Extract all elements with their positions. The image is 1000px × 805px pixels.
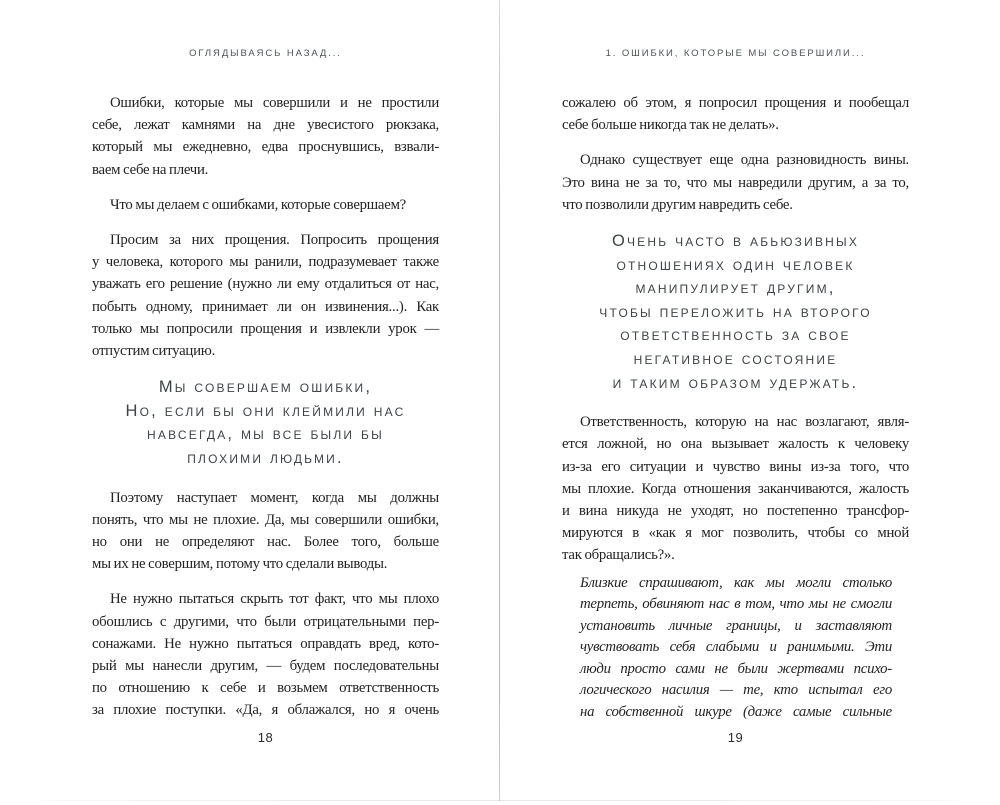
text-line: за плохие поступки. «Да, я облажался, но я очень (92, 702, 439, 719)
text-line: чтобы переложить на второго (599, 302, 872, 321)
paragraph (92, 194, 439, 216)
pull-quote (562, 230, 909, 395)
text-line: Что мы делаем с ошибками, которые совершаем? (110, 196, 406, 213)
text-line: уважать его решение (нужно ли ему отдалиться от нас, (92, 276, 439, 293)
paragraph (92, 229, 439, 362)
text-line: на собственной шкуре (даже самые сильные (580, 703, 892, 720)
text-line: и таким образом удержать. (612, 373, 859, 392)
text-line: навсегда, мы все были бы (147, 425, 384, 444)
text-line: сонажами. Не нужно пытаться оправдать вред, кото- (92, 635, 439, 652)
text-line: себе, лежат камнями на дне увесистого рюкзака, (92, 117, 439, 134)
text-line: манипулирует другим, (635, 279, 836, 298)
text-line: негативное состояние (633, 349, 838, 368)
paragraph (92, 588, 439, 721)
text-line: отношениях один человек (616, 255, 855, 274)
text-line: установить личные границы, и заставляют (580, 617, 892, 634)
text-line: что позволили другим навредить себе. (562, 196, 793, 213)
text-line: Но, если бы они клеймили нас (125, 401, 406, 420)
page-gutter-line (499, 0, 500, 801)
page-number-right: 19 (727, 730, 744, 745)
text-line: у человека, которого мы ранили, подразумевает также (92, 254, 439, 271)
text-line: себе больше никогда так не делать». (562, 117, 779, 134)
paragraph (562, 149, 909, 216)
text-line: Очень часто в абьюзивных (611, 232, 860, 251)
text-line: рый мы нанесли другим, — будем последовательны (92, 658, 439, 675)
text-line: Это вина не за то, что мы навредили другим, а за то, (562, 174, 909, 191)
text-line: ответственность за свое (620, 326, 851, 345)
text-line: отпустим ситуацию. (92, 343, 216, 360)
italic-quote-paragraph (580, 573, 892, 724)
page-left (92, 0, 439, 805)
running-header-right: 1. ОШИБКИ, КОТОРЫЕ МЫ СОВЕРШИЛИ... (605, 48, 866, 59)
text-line: Однако существует еще одна разновидность вины. (580, 152, 909, 169)
text-line: Поэтому наступает момент, когда мы должны (110, 489, 439, 506)
text-line: плохими людьми. (187, 449, 344, 468)
page-right (562, 0, 909, 805)
running-header-left: ОГЛЯДЫВАЯСЬ НАЗАД... (189, 48, 342, 59)
text-line: из-за его ситуации и чувство вины из-за того, что (562, 458, 909, 475)
pull-quote (92, 376, 439, 470)
text-line: Ошибки, которые мы совершили и не простили (110, 95, 439, 111)
text-line: Близкие спрашивают, как мы могли столько (580, 574, 892, 591)
text-line: так обращались?». (562, 547, 675, 564)
text-line: только мы попросили прощения и извлекли урок — (92, 320, 439, 337)
text-line: Не нужно пытаться скрыть тот факт, что мы плохо (110, 591, 439, 608)
text-line: логического насилия — те, кто испытал его (580, 682, 892, 699)
text-line: и вина никуда не уходят, но постепенно трансфор- (562, 502, 909, 519)
paragraph (92, 92, 439, 181)
text-line: мируются в «как я мог позволить, чтобы со мной (562, 525, 909, 542)
text-line: по отношению к себе и возьмем ответственность (92, 680, 439, 697)
text-line: мы их не совершим, потому что сделали выводы. (92, 556, 388, 573)
text-line: мы плохие. Когда отношения заканчиваются, жалость (562, 480, 909, 497)
paragraph (562, 411, 909, 566)
text-line: ваем себе на плечи. (92, 161, 209, 178)
text-line: Просим за них прощения. Попросить прощения (110, 232, 439, 249)
text-line: понять, что мы не плохие. Да, мы совершили ошибки, (92, 511, 439, 528)
text-line: чувствовать себя слабыми и ранимыми. Эти (580, 639, 892, 656)
text-line: сожалею об этом, я попросил прощения и пообещал (562, 95, 909, 111)
page-bottom-edge (34, 800, 966, 801)
text-line: но они не определяют нас. Более того, больше (92, 534, 439, 551)
page-number-left: 18 (257, 730, 274, 745)
text-line: Мы совершаем ошибки, (158, 378, 373, 397)
text-line: побыть одному, принимает ли он извинения...). Как (92, 298, 439, 315)
text-line: который мы ежедневно, едва проснувшись, взвали- (92, 139, 439, 156)
text-line: ется ложной, но она вызывает жалость к человеку (562, 436, 909, 453)
text-line: люди просто сами не были жертвами психо- (580, 660, 892, 677)
text-line: обошлись с другими, что были отрицательными пер- (92, 613, 439, 630)
text-line: терпеть, обвиняют нас в том, что мы не смогли (580, 596, 892, 613)
paragraph (92, 487, 439, 576)
paragraph (562, 92, 909, 136)
text-line: Ответственность, которую на нас возлагают, явля- (580, 414, 909, 431)
